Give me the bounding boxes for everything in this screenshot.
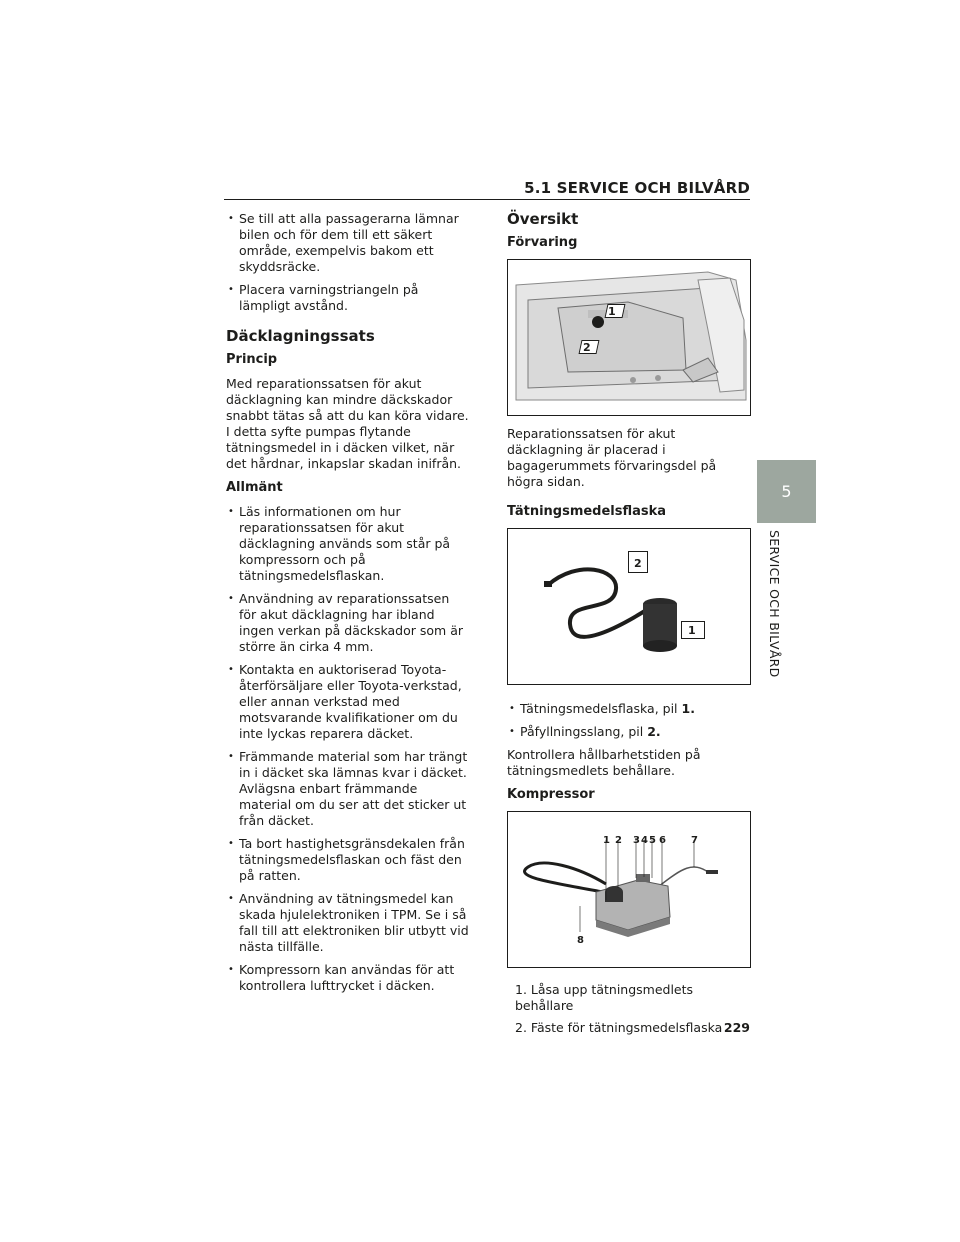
intro-bullets <box>226 211 470 314</box>
list-item: • Placera varningstriangeln på lämpligt avstånd. <box>226 282 470 314</box>
list-item: • Tätningsmedelsflaska, pil 1. <box>507 701 751 717</box>
list-item: • Kompressorn kan användas för att kontrollera lufttrycket i däcken. <box>226 962 470 994</box>
storage-text: Reparationssatsen för akut däcklagning är placerad i bagagerummets förvaringsdel på högra sidan. <box>507 426 717 489</box>
callout-8: 8 <box>577 935 584 946</box>
subheading-general: Allmänt <box>226 480 283 495</box>
bottle-bullets <box>507 701 751 740</box>
list-item: 2. Fäste för tätningsmedelsflaska <box>515 1020 723 1035</box>
principle-text: Med reparationssatsen för akut däcklagning kan mindre däckskador snabbt tätas så att du kan köra vidare. I detta syfte pumpas flytande tätningsmedel in i däcken vilket, när det hårdnar, inkapslar skadan inifrån. <box>226 376 469 471</box>
callout-3: 3 <box>633 835 640 846</box>
list-item: • Påfyllningsslang, pil 2. <box>507 724 751 740</box>
chapter-side-label <box>767 530 787 690</box>
list-item: • Kontakta en auktoriserad Toyota-återförsäljare eller Toyota-verkstad, eller annan verkstad med motsvarande kvalifikationer om du inte lyckas reparera däcket. <box>226 662 470 742</box>
chapter-tab <box>757 460 816 523</box>
right-column <box>507 211 751 1042</box>
list-item: • Ta bort hastighetsgränsdekalen från tätningsmedelsflaskan och fäst den på ratten. <box>226 836 470 884</box>
header-rule <box>224 199 750 200</box>
callout-7: 7 <box>691 835 698 846</box>
bottle-figure <box>507 528 751 685</box>
section-header: 5.1 SERVICE OCH BILVÅRD <box>524 179 750 197</box>
callout-1: 1 <box>688 624 696 637</box>
callout-4: 4 <box>641 835 648 846</box>
general-bullets <box>226 504 470 994</box>
callout-2: 2 <box>615 835 622 846</box>
callout-2: 2 <box>634 557 642 570</box>
callout-2: 2 <box>583 341 591 354</box>
overview-heading: Översikt <box>507 210 579 228</box>
list-item: • Läs informationen om hur reparationssatsen för akut däcklagning används som står på kompressorn och på tätningsmedelsflaskan. <box>226 504 470 584</box>
section-heading: Däcklagningssats <box>226 327 375 345</box>
callout-1: 1 <box>603 835 610 846</box>
list-item: • Se till att alla passagerarna lämnar bilen och för dem till ett säkert område, exempelvis bakom ett skyddsräcke. <box>226 211 470 275</box>
list-item: • Användning av tätningsmedel kan skada hjulelektroniken i TPM. Se i så fall till att elektroniken blir utbytt vid nästa tillfälle. <box>226 891 470 955</box>
bottle-text: Kontrollera hållbarhetstiden på tätningsmedlets behållare. <box>507 747 701 778</box>
subheading-compressor: Kompressor <box>507 787 595 802</box>
callout-6: 6 <box>659 835 666 846</box>
subheading-storage: Förvaring <box>507 235 578 250</box>
subheading-principle: Princip <box>226 352 278 367</box>
chapter-number: 5 <box>781 482 792 501</box>
chapter-label: SERVICE OCH BILVÅRD <box>767 530 782 678</box>
compressor-figure <box>507 811 751 968</box>
left-column <box>226 211 470 1001</box>
list-item: • Främmande material som har trängt in i däcket ska lämnas kvar i däcket. Avlägsna enbart främmande material om du ser att det sticker ut från däcket. <box>226 749 470 829</box>
page-number: 229 <box>723 1020 750 1035</box>
callout-5: 5 <box>649 835 656 846</box>
storage-figure <box>507 259 751 416</box>
subheading-bottle: Tätningsmedelsflaska <box>507 504 667 519</box>
list-item: 1. Låsa upp tätningsmedlets behållare <box>515 982 694 1013</box>
callout-1: 1 <box>608 305 616 318</box>
list-item: • Användning av reparationssatsen för akut däcklagning har ibland ingen verkan på däckskador som är större än cirka 4 mm. <box>226 591 470 655</box>
trunk-illustration <box>508 260 750 415</box>
compressor-illustration <box>508 812 750 967</box>
